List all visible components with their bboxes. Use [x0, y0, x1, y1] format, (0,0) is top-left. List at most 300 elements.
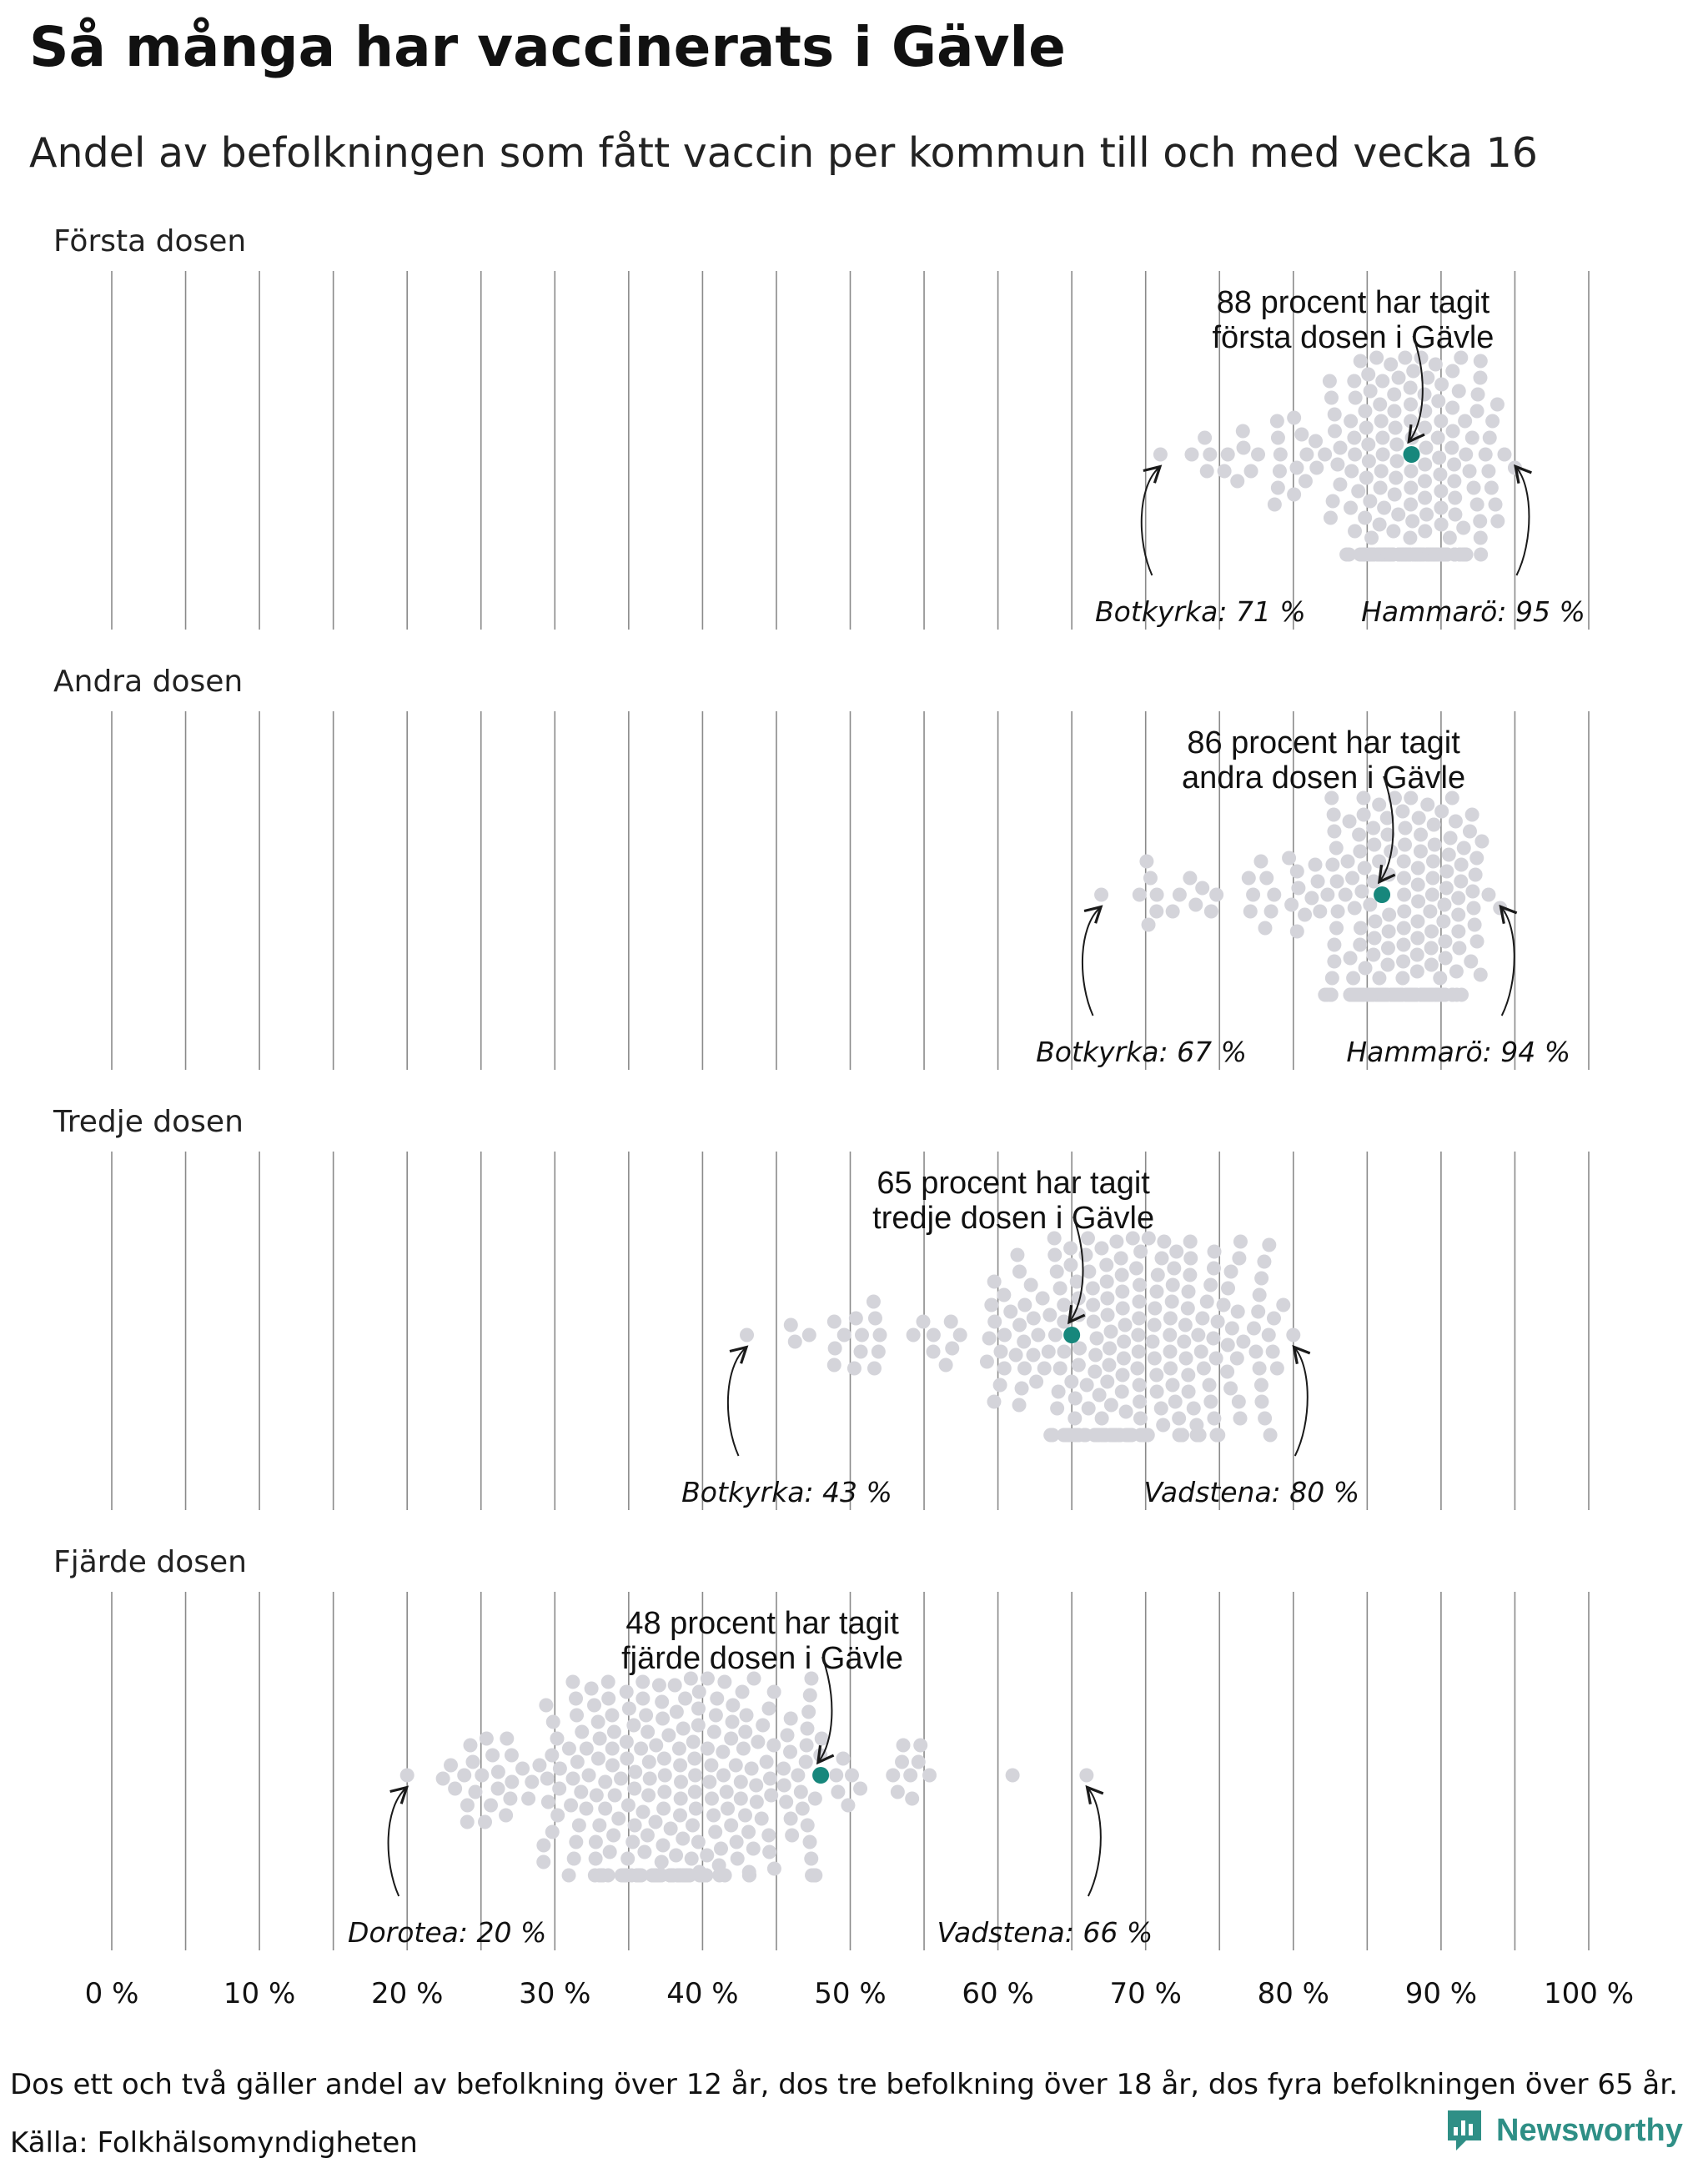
municipality-dot — [1320, 888, 1334, 902]
municipality-dot — [907, 1328, 921, 1342]
municipality-dot — [1433, 971, 1447, 986]
municipality-dot — [614, 1772, 628, 1786]
municipality-dot — [475, 1769, 489, 1783]
municipality-dot — [1473, 371, 1487, 385]
municipality-dot — [1232, 1395, 1246, 1409]
municipality-dot — [1237, 441, 1251, 455]
municipality-dot — [709, 1709, 723, 1723]
municipality-dot — [1432, 451, 1446, 465]
municipality-dot — [1263, 1428, 1278, 1443]
chart-subtitle: Andel av befolkningen som fått vaccin per kommun till och med vecka 16 — [29, 129, 1538, 177]
municipality-dot — [588, 1869, 602, 1883]
municipality-dot — [485, 1749, 500, 1763]
municipality-dot — [532, 1759, 546, 1773]
municipality-dot — [705, 1792, 719, 1806]
municipality-dot — [749, 1779, 763, 1793]
min-label: Botkyrka: 71 % — [1095, 595, 1306, 628]
municipality-dot — [562, 1869, 576, 1883]
municipality-dot — [1268, 498, 1282, 512]
municipality-dot — [1376, 448, 1390, 462]
municipality-dot — [1183, 1252, 1198, 1266]
municipality-dot — [1445, 401, 1459, 415]
municipality-dot — [567, 1852, 581, 1866]
municipality-dot — [1242, 871, 1256, 886]
municipality-dot — [1387, 404, 1401, 419]
municipality-dot — [1381, 941, 1395, 956]
municipality-dot — [1396, 955, 1410, 969]
municipality-dot — [1220, 1365, 1234, 1379]
municipality-dot — [736, 1685, 750, 1699]
max-label: Hammarö: 95 % — [1361, 595, 1585, 628]
municipality-dot — [1259, 871, 1273, 886]
municipality-dot — [801, 1705, 816, 1719]
municipality-dot — [1254, 1272, 1268, 1286]
municipality-dot — [1209, 1352, 1223, 1366]
municipality-dot — [1193, 1428, 1207, 1443]
municipality-dot — [1474, 354, 1488, 369]
municipality-dot — [1145, 1335, 1159, 1349]
municipality-dot — [661, 1729, 676, 1743]
municipality-dot — [1354, 885, 1369, 899]
municipality-dot — [1465, 431, 1479, 445]
municipality-dot — [1404, 414, 1418, 429]
municipality-dot — [615, 1869, 629, 1883]
municipality-dot — [742, 1869, 756, 1883]
municipality-dot — [539, 1699, 553, 1713]
municipality-dot — [1339, 888, 1353, 902]
municipality-dot — [1359, 471, 1374, 485]
municipality-dot — [1481, 888, 1495, 902]
municipality-dot — [1427, 818, 1441, 832]
municipality-dot — [1367, 838, 1381, 852]
municipality-dot — [1088, 1365, 1102, 1379]
municipality-dot — [1479, 448, 1493, 462]
municipality-dot — [738, 1809, 752, 1823]
municipality-dot — [639, 1709, 653, 1723]
municipality-dot — [1352, 828, 1366, 842]
municipality-dot — [1181, 1302, 1195, 1316]
municipality-dot — [1485, 414, 1500, 429]
municipality-dot — [1148, 1352, 1162, 1366]
municipality-dot — [1132, 1295, 1146, 1309]
municipality-dot — [706, 1809, 721, 1823]
municipality-dot — [691, 1835, 706, 1849]
panel-1 — [53, 224, 1589, 630]
municipality-dot — [1100, 1275, 1114, 1289]
municipality-dot — [1389, 421, 1403, 435]
municipality-dot — [1404, 498, 1418, 512]
municipality-dot — [1200, 1295, 1214, 1309]
municipality-dot — [1299, 474, 1313, 489]
municipality-dot — [1149, 1368, 1163, 1383]
municipality-dot — [1012, 1265, 1027, 1279]
municipality-dot — [913, 1739, 927, 1753]
highlight-annotation: andra dosen i Gävle — [1182, 760, 1466, 795]
municipality-dot — [702, 1775, 716, 1789]
municipality-dot — [1368, 915, 1382, 929]
municipality-dot — [867, 1295, 881, 1309]
municipality-dot — [1095, 1412, 1109, 1426]
municipality-dot — [572, 1819, 586, 1833]
chart-title: Så många har vaccinerats i Gävle — [29, 15, 1066, 79]
municipality-dot — [491, 1782, 505, 1796]
municipality-dot — [1318, 988, 1332, 1002]
municipality-dot — [499, 1809, 513, 1823]
municipality-dot — [444, 1759, 458, 1773]
newsworthy-logo-icon — [1444, 2107, 1484, 2154]
municipality-dot — [1217, 1298, 1231, 1312]
municipality-dot — [808, 1792, 822, 1806]
municipality-dot — [803, 1689, 817, 1703]
municipality-dot — [627, 1782, 641, 1796]
municipality-dot — [1200, 464, 1214, 479]
municipality-dot — [953, 1328, 967, 1342]
municipality-dot — [1254, 1378, 1268, 1393]
municipality-dot — [1017, 1298, 1032, 1312]
municipality-dot — [1017, 1362, 1032, 1376]
municipality-dot — [491, 1765, 505, 1779]
municipality-dot — [1434, 378, 1449, 392]
municipality-dot — [1290, 865, 1304, 879]
panel-label: Andra dosen — [53, 665, 244, 699]
municipality-dot — [1043, 1428, 1057, 1443]
municipality-dot — [1177, 1335, 1191, 1349]
municipality-dot — [546, 1715, 560, 1729]
municipality-dot — [755, 1812, 769, 1826]
municipality-dot — [1258, 1412, 1272, 1426]
municipality-dot — [1223, 1382, 1238, 1396]
municipality-dot — [1439, 951, 1453, 966]
municipality-dot — [1267, 1312, 1281, 1326]
municipality-dot — [635, 1692, 650, 1706]
municipality-dot — [756, 1719, 770, 1733]
municipality-dot — [1364, 384, 1378, 399]
municipality-dot — [804, 1852, 818, 1866]
min-arrow — [389, 1789, 406, 1896]
municipality-dot — [1006, 1769, 1020, 1783]
municipality-dot — [657, 1752, 671, 1766]
municipality-dot — [1163, 1362, 1178, 1376]
municipality-dot — [1347, 431, 1361, 445]
municipality-dot — [1116, 1368, 1130, 1383]
municipality-dot — [1073, 1342, 1087, 1356]
min-arrow — [728, 1348, 746, 1456]
municipality-dot — [1230, 1352, 1244, 1366]
municipality-dot — [1328, 424, 1342, 439]
municipality-dot — [718, 1869, 732, 1883]
municipality-dot — [1436, 915, 1450, 929]
panel-2 — [53, 665, 1589, 1070]
municipality-dot — [837, 1328, 851, 1342]
municipality-dot — [1264, 905, 1278, 919]
municipality-dot — [741, 1825, 756, 1839]
municipality-dot — [1434, 501, 1448, 515]
municipality-dot — [1470, 935, 1484, 949]
municipality-dot — [1354, 921, 1368, 936]
municipality-dot — [686, 1819, 700, 1833]
municipality-dot — [701, 1742, 715, 1756]
municipality-dot — [570, 1755, 585, 1769]
municipality-dot — [1133, 1378, 1147, 1393]
municipality-dot — [1211, 1315, 1225, 1329]
municipality-dot — [836, 1752, 850, 1766]
municipality-dot — [1372, 971, 1386, 986]
municipality-dot — [436, 1772, 450, 1786]
x-tick-label: 100 % — [1543, 1977, 1635, 2010]
municipality-dot — [1439, 881, 1454, 896]
municipality-dot — [1426, 871, 1440, 886]
municipality-dot — [1474, 968, 1488, 982]
municipality-dot — [1389, 438, 1404, 452]
municipality-dot — [1181, 1368, 1195, 1383]
municipality-dot — [927, 1345, 941, 1359]
municipality-dot — [1390, 454, 1404, 469]
municipality-dot — [1468, 918, 1482, 932]
municipality-dot — [1444, 441, 1459, 455]
municipality-dot — [605, 1709, 619, 1723]
municipality-dot — [1434, 414, 1448, 429]
municipality-dot — [1187, 1402, 1201, 1416]
municipality-dot — [802, 1328, 816, 1342]
municipality-dot — [1454, 988, 1469, 1002]
municipality-dot — [1418, 421, 1432, 435]
municipality-dot — [564, 1799, 578, 1813]
municipality-dot — [708, 1825, 722, 1839]
municipality-dot — [1203, 1395, 1218, 1409]
municipality-dot — [1391, 508, 1405, 522]
x-tick-label: 0 % — [84, 1977, 139, 2010]
municipality-dot — [761, 1829, 776, 1843]
municipality-dot — [831, 1785, 845, 1799]
municipality-dot — [734, 1792, 748, 1806]
municipality-dot — [1173, 888, 1187, 902]
municipality-dot — [1167, 1262, 1181, 1276]
municipality-dot — [1063, 1258, 1078, 1272]
municipality-dot — [1133, 888, 1147, 902]
municipality-dot — [779, 1795, 793, 1809]
municipality-dot — [1457, 841, 1471, 856]
municipality-dot — [635, 1675, 650, 1689]
municipality-dot — [1068, 1412, 1082, 1426]
municipality-dot — [738, 1725, 752, 1739]
highlight-annotation: tredje dosen i Gävle — [872, 1201, 1155, 1236]
municipality-dot — [574, 1785, 588, 1799]
municipality-dot — [1465, 808, 1479, 822]
panel-label: Tredje dosen — [53, 1105, 244, 1139]
municipality-dot — [1287, 411, 1301, 425]
municipality-dot — [1489, 498, 1503, 512]
municipality-dot — [1064, 1375, 1078, 1389]
municipality-dot — [1447, 474, 1461, 489]
highlight-annotation: fjärde dosen i Gävle — [621, 1641, 904, 1676]
municipality-dot — [1359, 961, 1373, 976]
municipality-dot — [1451, 908, 1465, 922]
municipality-dot — [1403, 531, 1417, 545]
municipality-dot — [740, 1709, 754, 1723]
municipality-dot — [1327, 938, 1341, 952]
municipality-dot — [1231, 1305, 1245, 1319]
municipality-dot — [587, 1699, 601, 1713]
municipality-dot — [791, 1769, 805, 1783]
municipality-dot — [1129, 1262, 1143, 1276]
municipality-dot — [1404, 481, 1418, 495]
municipality-dot — [620, 1752, 634, 1766]
municipality-dot — [868, 1312, 882, 1326]
municipality-dot — [1431, 431, 1445, 445]
municipality-dot — [1143, 871, 1158, 886]
municipality-dot — [1343, 988, 1357, 1002]
municipality-dot — [1094, 1242, 1108, 1256]
municipality-dot — [688, 1769, 702, 1783]
municipality-dot — [1050, 1265, 1064, 1279]
municipality-dot — [815, 1732, 829, 1746]
municipality-dot — [591, 1715, 605, 1729]
municipality-dot — [699, 1869, 713, 1883]
municipality-dot — [1093, 1388, 1107, 1403]
municipality-dot — [1042, 1345, 1056, 1359]
municipality-dot — [1208, 1245, 1222, 1259]
x-tick-label: 60 % — [962, 1977, 1034, 2010]
municipality-dot — [1150, 1385, 1164, 1399]
max-label: Hammarö: 94 % — [1346, 1036, 1571, 1068]
municipality-dot — [827, 1315, 841, 1329]
municipality-dot — [686, 1735, 701, 1749]
municipality-dot — [716, 1769, 731, 1783]
municipality-dot — [1418, 474, 1432, 489]
municipality-dot — [1404, 398, 1418, 412]
highlight-annotation: första dosen i Gävle — [1212, 320, 1494, 355]
municipality-dot — [729, 1759, 743, 1773]
municipality-dot — [730, 1835, 744, 1849]
municipality-dot — [1406, 364, 1420, 379]
panel-3 — [53, 1105, 1589, 1510]
municipality-dot — [460, 1799, 475, 1813]
highlight-annotation: 65 procent har tagit — [877, 1166, 1150, 1201]
municipality-dot — [585, 1682, 599, 1696]
municipality-dot — [1262, 1238, 1276, 1252]
max-arrow — [1516, 468, 1529, 575]
municipality-dot — [589, 1835, 603, 1849]
municipality-dot — [1372, 855, 1386, 869]
municipality-dot — [1178, 1318, 1193, 1332]
x-tick-label: 80 % — [1257, 1977, 1329, 2010]
municipality-dot — [1273, 448, 1288, 462]
municipality-dot — [1079, 1769, 1093, 1783]
municipality-dot — [1271, 481, 1285, 495]
municipality-dot — [603, 1845, 617, 1859]
municipality-dot — [1344, 951, 1358, 966]
municipality-dot — [550, 1809, 565, 1823]
municipality-dot — [1271, 431, 1285, 445]
municipality-dot — [570, 1709, 584, 1723]
municipality-dot — [1396, 938, 1410, 952]
municipality-dot — [1086, 1282, 1100, 1296]
source-text: Källa: Folkhälsomyndigheten — [10, 2126, 418, 2160]
municipality-dot — [1243, 905, 1258, 919]
municipality-dot — [872, 1345, 886, 1359]
municipality-dot — [1465, 885, 1479, 899]
municipality-dot — [745, 1762, 759, 1776]
municipality-dot — [1397, 905, 1411, 919]
municipality-dot — [1419, 508, 1434, 522]
municipality-dot — [855, 1328, 869, 1342]
highlight-dot-gavle — [1403, 446, 1419, 463]
municipality-dot — [1386, 524, 1400, 539]
municipality-dot — [503, 1792, 517, 1806]
municipality-dot — [1410, 931, 1424, 946]
municipality-dot — [1253, 855, 1268, 869]
municipality-dot — [944, 1315, 958, 1329]
municipality-dot — [1233, 1235, 1248, 1249]
municipality-dot — [676, 1722, 691, 1736]
municipality-dot — [626, 1719, 640, 1733]
municipality-dot — [794, 1785, 808, 1799]
municipality-dot — [1273, 464, 1287, 479]
municipality-dot — [635, 1805, 650, 1819]
municipality-dot — [691, 1702, 706, 1716]
municipality-dot — [1323, 374, 1337, 389]
municipality-dot — [750, 1795, 764, 1809]
municipality-dot — [1464, 955, 1478, 969]
highlight-annotation: 86 procent har tagit — [1187, 725, 1460, 760]
municipality-dot — [1431, 394, 1445, 409]
x-axis — [85, 1977, 1634, 2010]
municipality-dot — [1373, 518, 1387, 532]
municipality-dot — [916, 1315, 930, 1329]
municipality-dot — [785, 1829, 799, 1843]
municipality-dot — [1131, 1328, 1145, 1342]
municipality-dot — [1036, 1292, 1050, 1306]
municipality-dot — [783, 1745, 797, 1759]
municipality-dot — [1333, 478, 1347, 492]
municipality-dot — [903, 1769, 917, 1783]
municipality-dot — [1349, 391, 1363, 405]
municipality-dot — [1448, 491, 1462, 505]
municipality-dot — [1433, 468, 1447, 482]
municipality-dot — [1154, 1252, 1168, 1266]
municipality-dot — [704, 1759, 718, 1773]
municipality-dot — [1474, 531, 1488, 545]
municipality-dot — [1149, 1285, 1163, 1299]
municipality-dot — [1309, 858, 1323, 872]
municipality-dot — [649, 1739, 663, 1753]
municipality-dot — [1086, 1298, 1100, 1312]
municipality-dot — [1429, 358, 1443, 372]
max-label: Vadstena: 66 % — [937, 1916, 1153, 1949]
highlight-annotation: 48 procent har tagit — [625, 1606, 899, 1641]
municipality-dot — [1291, 881, 1305, 896]
municipality-dot — [688, 1785, 702, 1799]
municipality-dot — [710, 1692, 724, 1706]
municipality-dot — [1276, 1298, 1290, 1312]
municipality-dot — [1454, 875, 1468, 889]
municipality-dot — [1449, 965, 1464, 979]
municipality-dot — [674, 1792, 688, 1806]
municipality-dot — [984, 1298, 998, 1312]
municipality-dot — [1209, 888, 1223, 902]
municipality-dot — [634, 1742, 648, 1756]
municipality-dot — [1368, 931, 1382, 946]
municipality-dot — [700, 1849, 714, 1863]
municipality-dot — [784, 1812, 798, 1826]
municipality-dot — [1412, 811, 1426, 826]
municipality-dot — [945, 1342, 959, 1356]
municipality-dot — [608, 1789, 622, 1803]
municipality-dot — [1449, 815, 1463, 829]
municipality-dot — [905, 1792, 919, 1806]
municipality-dot — [841, 1799, 855, 1813]
municipality-dot — [590, 1789, 604, 1803]
